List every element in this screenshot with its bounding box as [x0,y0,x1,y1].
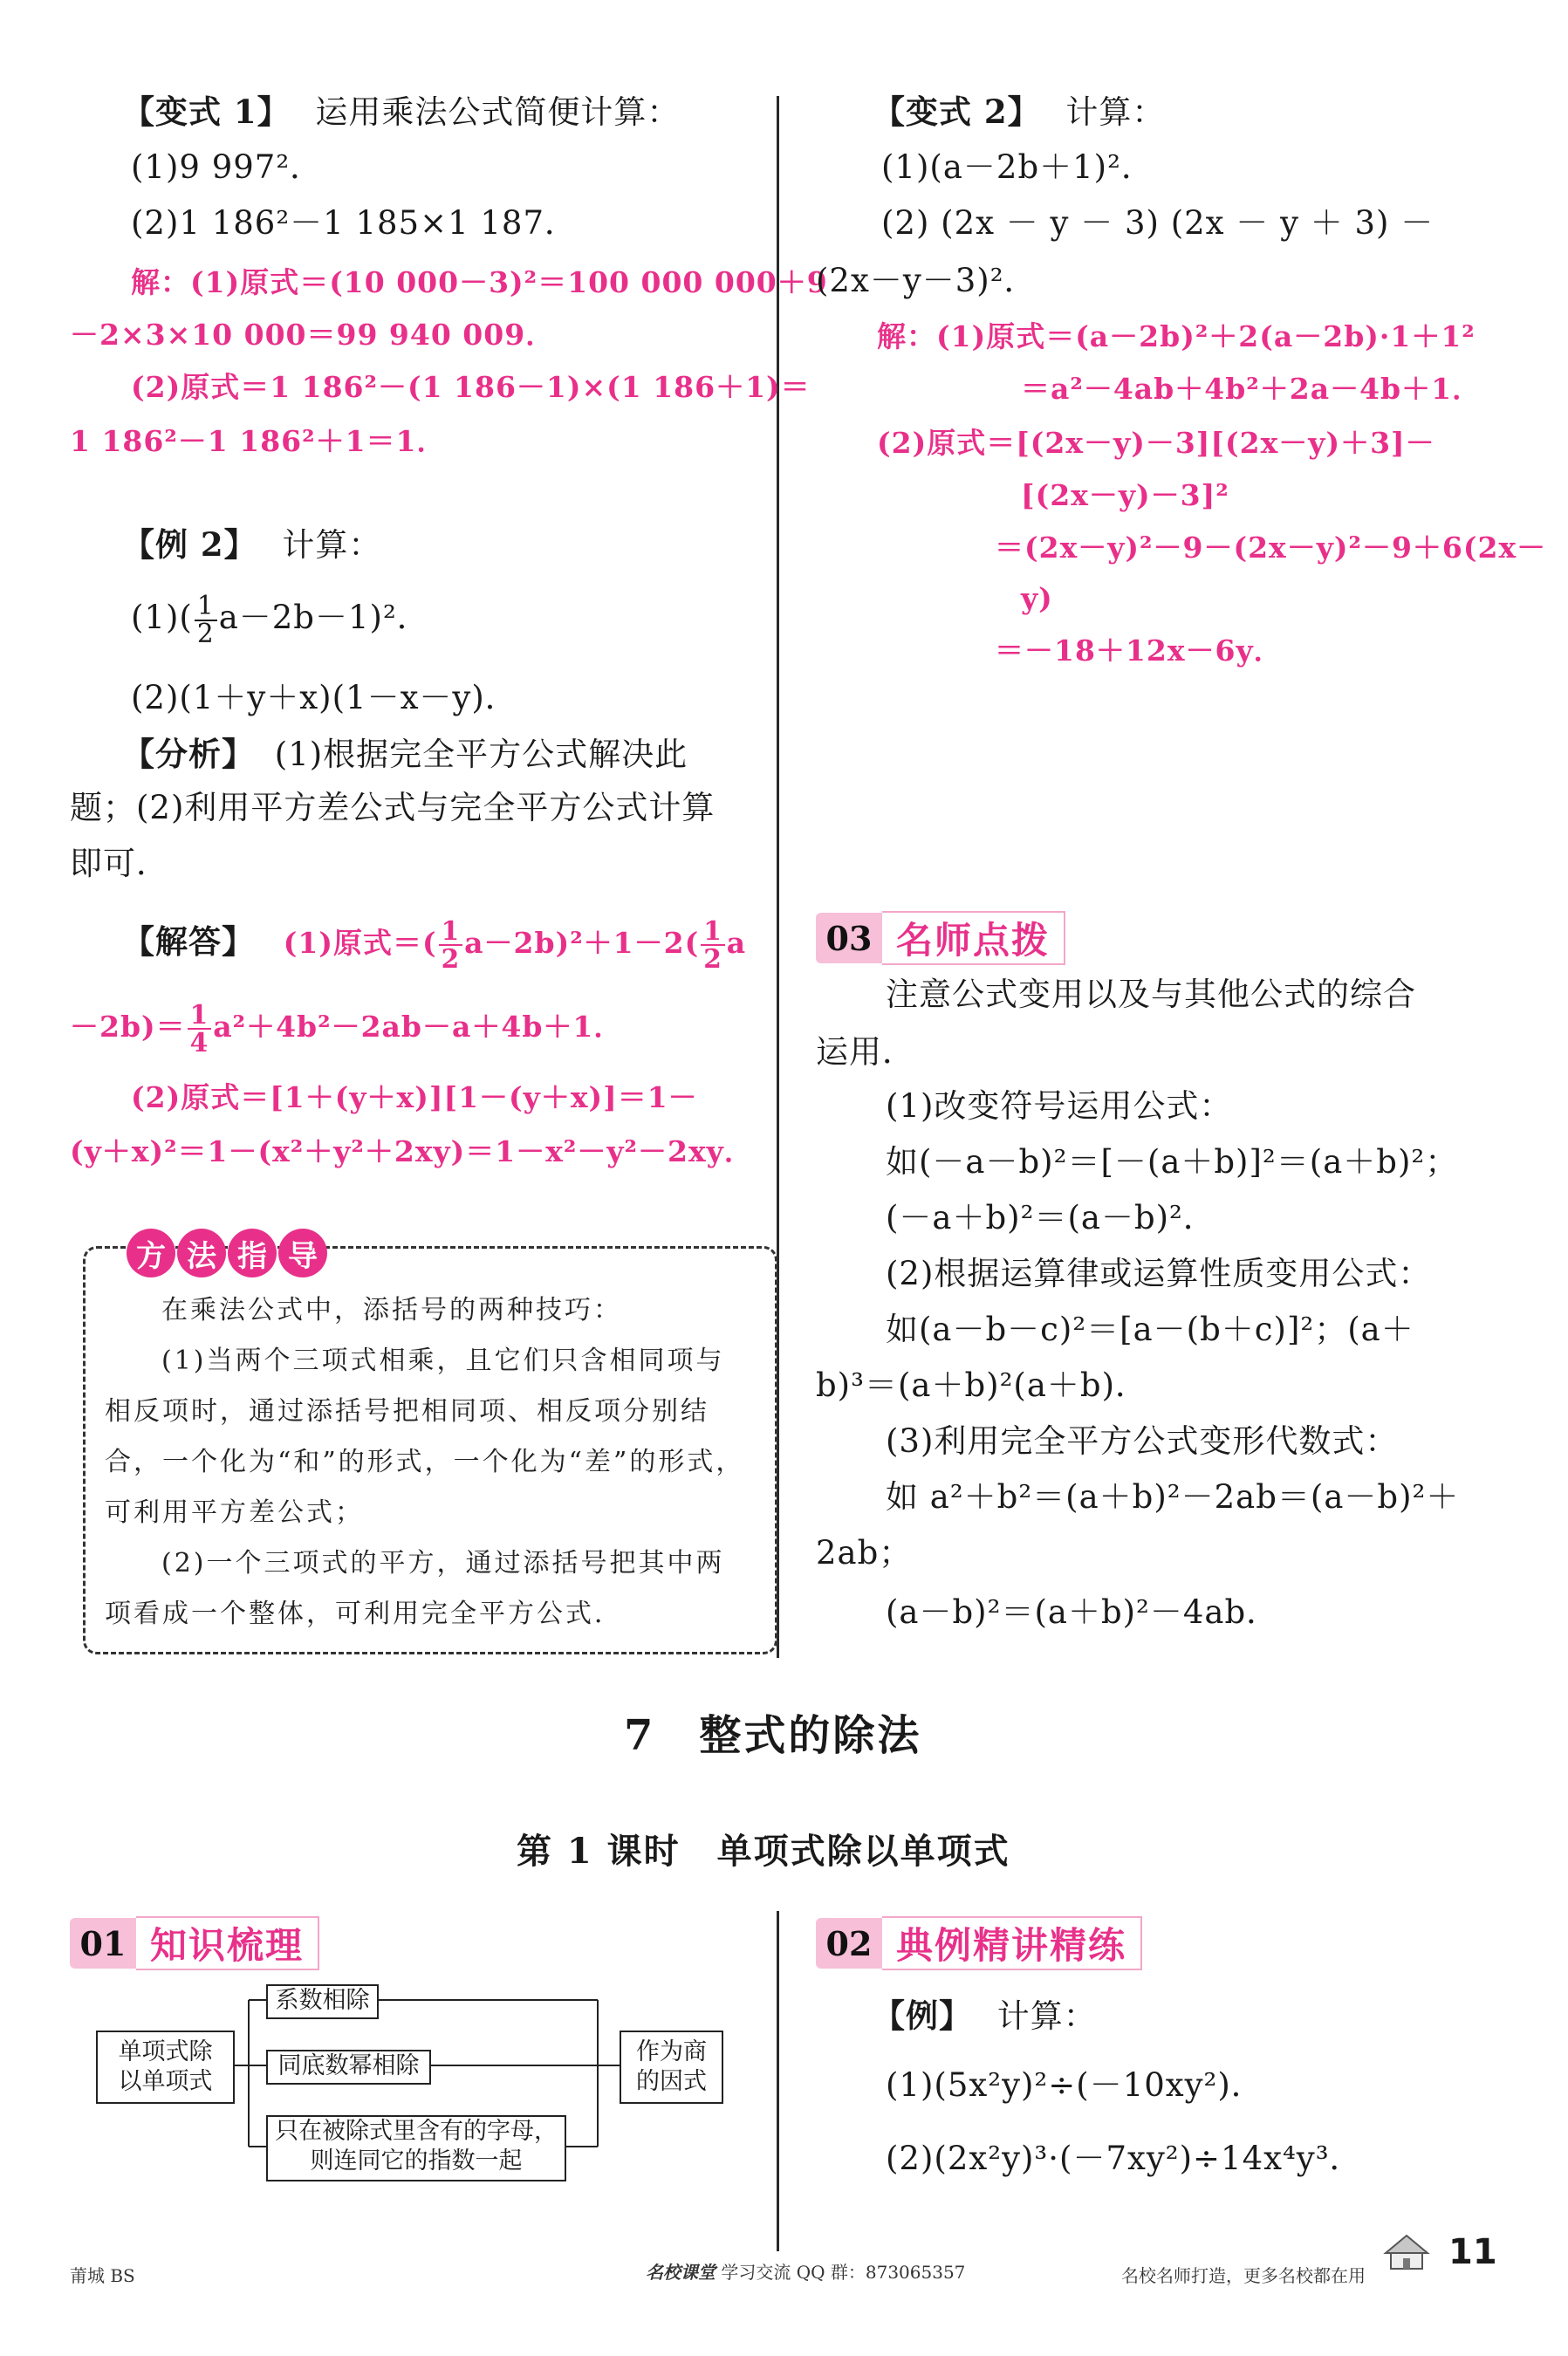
variant2-q2a: (2) (2x － y － 3) (2x － y ＋ 3) － [881,204,1434,242]
chapter-number: 7 [624,1711,656,1760]
fraction-half: $\frac{1}{2}$ [195,593,217,647]
analysis-line-2: 题；(2)利用平方差公式与完全平方公式计算 [70,789,716,826]
example-q2: (2)(2x²y)³·(－7xy²)÷14x⁴y³． [886,2140,1363,2177]
answer-tag: 【解答】 [122,922,255,962]
tips-line-10: 如 a²＋b²＝(a＋b)²－2ab＝(a－b)²＋ [886,1478,1460,1516]
lesson-title: 第 1 课时 单项式除以单项式 [517,1831,1010,1872]
tips-line-8: b)³＝(a＋b)²(a＋b)． [816,1366,1149,1404]
examples-title: 典例精讲精练 [882,1916,1142,1970]
examples-number: 02 [816,1918,882,1969]
variant2-solution-6: y) [1021,581,1053,615]
variant2-q2b: (2x－y－3)²． [816,262,1037,299]
example-prompt: 计算： [996,1997,1097,2035]
method-line-3: 相反项时，通过添括号把相同项、相反项分别结 [105,1396,709,1427]
knowledge-number: 01 [70,1918,136,1969]
page-number: 11 [1448,2232,1497,2272]
tips-line-4: 如(－a－b)²＝[－(a＋b)]²＝(a＋b)²； [886,1143,1459,1181]
variant2-solution-4: [(2x－y)－3]² [1021,478,1229,512]
method-line-7: 项看成一个整体，可利用完全平方公式． [105,1599,623,1629]
method-line-5: 可利用平方差公式； [105,1497,364,1528]
answer-line-4: (y＋x)²＝1－(x²＋y²＋2xy)＝1－x²－y²－2xy． [70,1134,754,1168]
method-tag-char-2: 法 [177,1229,226,1277]
variant2-solution-2: ＝a²－4ab＋4b²＋2a－4b＋1． [1021,372,1482,406]
variant1-solution-1a: 解：(1)原式＝(10 000－3)²＝100 000 000＋9 [131,265,828,299]
example-tag: 【例】 [873,1996,972,2035]
diagram-letter-box: 只在被除式里含有的字母， 则连同它的指数一起 [266,2115,566,2181]
variant1-q1: (1)9 997²． [131,148,324,186]
footer-brand: 名校课堂 [646,2262,716,2283]
example2-prompt: 计算： [282,526,382,564]
variant1-solution-2b: 1 186²－1 186²＋1＝1． [70,424,447,458]
chapter-name: 整式的除法 [699,1711,922,1760]
example-line [873,1995,1097,2038]
answer-line-2: －2b)＝ $\frac{1}{4}$ a²＋4b²－2ab－a＋4b＋1． [70,999,624,1058]
diagram-power-box: 同底数幂相除 [266,2050,431,2085]
method-line-1: 在乘法公式中，添括号的两种技巧： [161,1295,622,1325]
answer-line-3: (2)原式＝[1＋(y＋x)][1－(y＋x)]＝1－ [131,1080,698,1114]
tips-line-2: 运用． [816,1033,915,1071]
method-tag-char-1: 方 [127,1229,175,1277]
variant1-solution-1b: －2×3×10 000＝99 940 009． [70,318,556,352]
examples-header [816,1916,1142,1970]
variant2-solution-3: (2)原式＝[(2x－y)－3][(2x－y)＋3]－ [877,426,1435,460]
diagram-result-box: 作为商 的因式 [620,2031,723,2104]
variant2-tag: 【变式 2】 [873,92,1041,131]
example2-q1: (1)( $\frac{1}{2}$ a－2b－1)²． [131,591,430,648]
knowledge-title: 知识梳理 [136,1916,319,1970]
variant1-solution-2a: (2)原式＝1 186²－(1 186－1)×(1 186＋1)＝ [131,370,811,404]
tips-line-12: (a－b)²＝(a＋b)²－4ab． [886,1593,1280,1631]
tips-title: 名师点拨 [882,911,1065,965]
tips-line-5: (－a＋b)²＝(a－b)²． [886,1199,1216,1236]
tips-line-9: (3)利用完全平方公式变形代数式： [886,1422,1399,1460]
method-tag-char-4: 导 [278,1229,327,1277]
diagram-coefficient-box: 系数相除 [266,1984,379,2019]
tips-line-11: 2ab； [816,1534,913,1572]
example2-q2: (2)(1＋y＋x)(1－x－y)． [131,679,518,716]
variant1-q2: (2)1 186²－1 185×1 187． [131,204,579,242]
footer-logo-icon [1380,2227,1433,2274]
footer-edition: 莆城 BS [70,2265,135,2286]
tips-line-1: 注意公式变用以及与其他公式的综合 [886,976,1416,1013]
variant1-prompt: 运用乘法公式简便计算： [315,93,681,131]
tips-line-6: (2)根据运算律或运算性质变用公式： [886,1255,1432,1292]
method-line-6: (2)一个三项式的平方，通过添括号把其中两 [161,1548,725,1579]
variant2-solution-7: ＝－18＋12x－6y． [995,634,1284,668]
method-tag-char-3: 指 [228,1229,277,1277]
method-line-4: 合，一个化为“和”的形式，一个化为“差”的形式， [105,1447,745,1477]
diagram-root-box: 单项式除 以单项式 [96,2031,235,2104]
analysis-tag: 【分析】 [122,735,255,773]
variant2-solution-5: ＝(2x－y)²－9－(2x－y)²－9＋6(2x－ [995,531,1547,565]
example-q1: (1)(5x²y)²÷(－10xy²)． [886,2066,1264,2104]
tips-line-3: (1)改变符号运用公式： [886,1087,1233,1125]
variant2-q1: (1)(a－2b＋1)²． [881,148,1154,186]
variant2-solution-1: 解：(1)原式＝(a－2b)²＋2(a－2b)·1＋1² [877,319,1476,353]
method-line-2: (1)当两个三项式相乘，且它们只含相同项与 [161,1346,725,1376]
footer-qq: 名校课堂 学习交流 QQ 群：873065357 [646,2262,966,2283]
variant2-prompt: 计算： [1065,93,1166,131]
footer-slogan: 名校名师打造，更多名校都在用 [1121,2265,1366,2286]
variant1-tag: 【变式 1】 [122,92,291,131]
answer-line-1: 【解答】 (1)原式＝( $\frac{1}{2}$ a－2b)²＋1－2( $\frac{1}{2}$ a [122,915,747,974]
analysis-line-1: 【分析】 (1)根据完全平方公式解决此 [122,735,688,773]
example2-tag: 【例 2】 [122,525,257,564]
tips-number: 03 [816,913,882,963]
analysis-line-3: 即可． [70,845,169,882]
tips-line-7: 如(a－b－c)²＝[a－(b＋c)]²；(a＋ [886,1311,1414,1348]
